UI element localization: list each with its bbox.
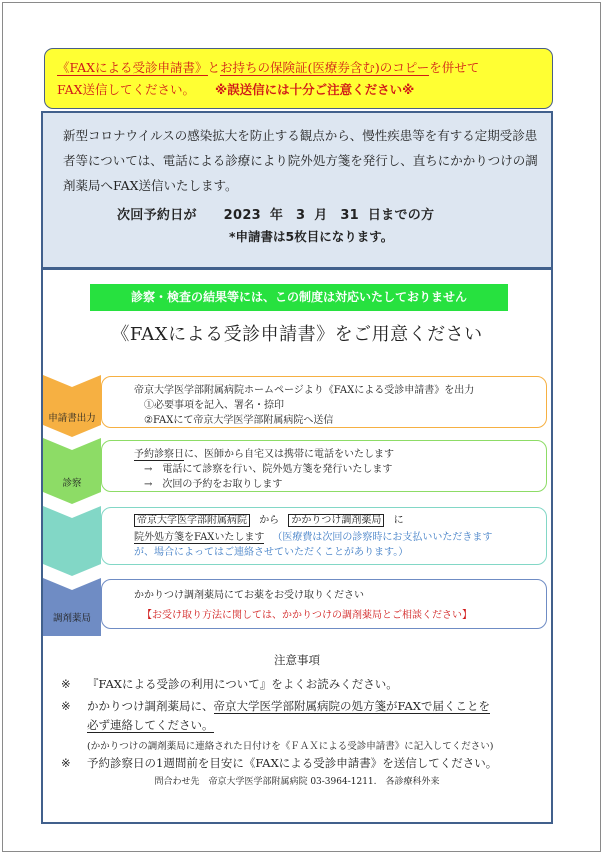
fax-notice	[44, 48, 553, 109]
step2-line3: → 次回の予約をお取りします	[144, 479, 283, 490]
step3-line2	[134, 530, 536, 545]
step-label-consultation: 診察	[62, 478, 82, 489]
hospital-box: 帝京大学医学部附属病院	[134, 514, 250, 527]
step4-line1: かかりつけ調剤薬局にてお薬をお受け取りください	[134, 590, 364, 601]
step3-payment-note: （医療費は次回の診察時にお支払いいただきます	[272, 532, 493, 543]
step3-line3: が、場合によってはご連絡させていただくことがあります。）	[134, 547, 409, 558]
note-mark: ※	[61, 699, 71, 713]
not-applicable-banner: 診察・検査の結果等には、この制度は対応いたしておりません	[90, 284, 508, 311]
note-1	[61, 675, 398, 694]
step3-fax-prescription: 院外処方箋をFAXいたします	[134, 532, 265, 543]
notice-form-name: 《FAXによる受診申請書》	[57, 60, 208, 75]
appointment-year-unit: 年	[269, 208, 284, 223]
notice-and: と	[207, 60, 221, 75]
note-2-pre: かかりつけ調剤薬局に、	[87, 699, 214, 713]
step1-line2: ①必要事項を記入、署名・捺印	[144, 400, 284, 411]
info-paragraph: 新型コロナウイルスの感染拡大を防止する観点から、慢性疾患等を有する定期受診患者等については、電話による診療により院外処方箋を発行し、直ちにかかりつけの調剤薬局へFAX送信いたします。	[63, 128, 538, 193]
note-3-text: 予約診察日の1週間前を目安に《FAXによる受診申請書》を送信してください。	[87, 756, 498, 770]
note-2b-underlined: 必ず連絡してください。	[87, 718, 214, 732]
main-box	[41, 268, 553, 824]
step-chevron-2	[43, 438, 101, 504]
note-mark: ※	[61, 756, 71, 770]
step-box-pharmacy	[101, 579, 547, 629]
appointment-line	[117, 204, 541, 223]
step3-from: から	[259, 515, 280, 526]
step4-line2: 【お受け取り方法に関しては、かかりつけの調剤薬局とご相談ください】	[142, 610, 472, 621]
appointment-month-unit: 月	[314, 208, 328, 223]
note-2c: (かかりつけの調剤薬局に連絡された日付けを《ＦＡＸによる受診申請書》に記入してください)	[87, 741, 494, 752]
pharmacy-box: かかりつけ調剤薬局	[288, 514, 384, 527]
note-2b	[87, 716, 214, 735]
info-box	[41, 111, 553, 269]
notice-warning: ※誤送信には十分ご注意ください※	[215, 82, 415, 97]
step3-to: に	[393, 515, 404, 526]
appointment-year: 2023	[223, 208, 262, 223]
appointment-day-unit: 日までの方	[367, 208, 435, 223]
note-1-text: 『FAXによる受診の利用について』をよくお読みください。	[87, 677, 398, 691]
note-2	[61, 697, 490, 716]
note-mark: ※	[61, 677, 71, 691]
step3-line1	[134, 512, 536, 530]
appointment-prefix: 次回予約日が	[117, 208, 197, 223]
step-chevron-1	[43, 375, 101, 437]
step-chevron-3	[43, 506, 101, 576]
note-2-underlined: 帝京大学医学部附属病院の処方箋がFAXで届くことを	[213, 699, 490, 713]
notes-title: 注意事項	[274, 653, 320, 667]
step-label-application: 申請書出力	[48, 413, 96, 424]
note-3	[61, 754, 497, 773]
step2-appointment-day: 予約診察日	[134, 449, 184, 460]
form-page-note: *申請書は5枚目になります。	[229, 229, 394, 244]
step-box-consultation	[101, 440, 547, 492]
step2-line1	[134, 447, 536, 462]
step-box-application	[101, 376, 547, 428]
notice-fax-send: FAX送信してください。	[57, 82, 196, 97]
contact-line: 問合わせ先 帝京大学医学部附属病院 03-3964-1211. 各診療科外来	[154, 777, 440, 787]
form-heading: 《FAXによる受診申請書》をご用意ください	[111, 324, 483, 345]
step2-line2: → 電話にて診察を行い、院外処方箋を発行いたします	[144, 464, 393, 475]
notice-insurance-copy: お持ちの保険証(医療券含む)のコピー	[220, 60, 430, 75]
appointment-month: 3	[296, 208, 306, 223]
step1-line1: 帝京大学医学部附属病院ホームページより《FAXによる受診申請書》を出力	[134, 385, 475, 396]
notice-together: を併せて	[429, 60, 480, 75]
step-label-pharmacy: 調剤薬局	[52, 613, 91, 624]
step-chevron-4	[43, 578, 101, 636]
step-box-prescription	[101, 507, 547, 565]
appointment-day: 31	[340, 208, 360, 223]
step2-line1-rest: に、医師から自宅又は携帯に電話をいたします	[184, 449, 394, 460]
step1-line3: ②FAXにて帝京大学医学部附属病院へ送信	[144, 415, 334, 426]
